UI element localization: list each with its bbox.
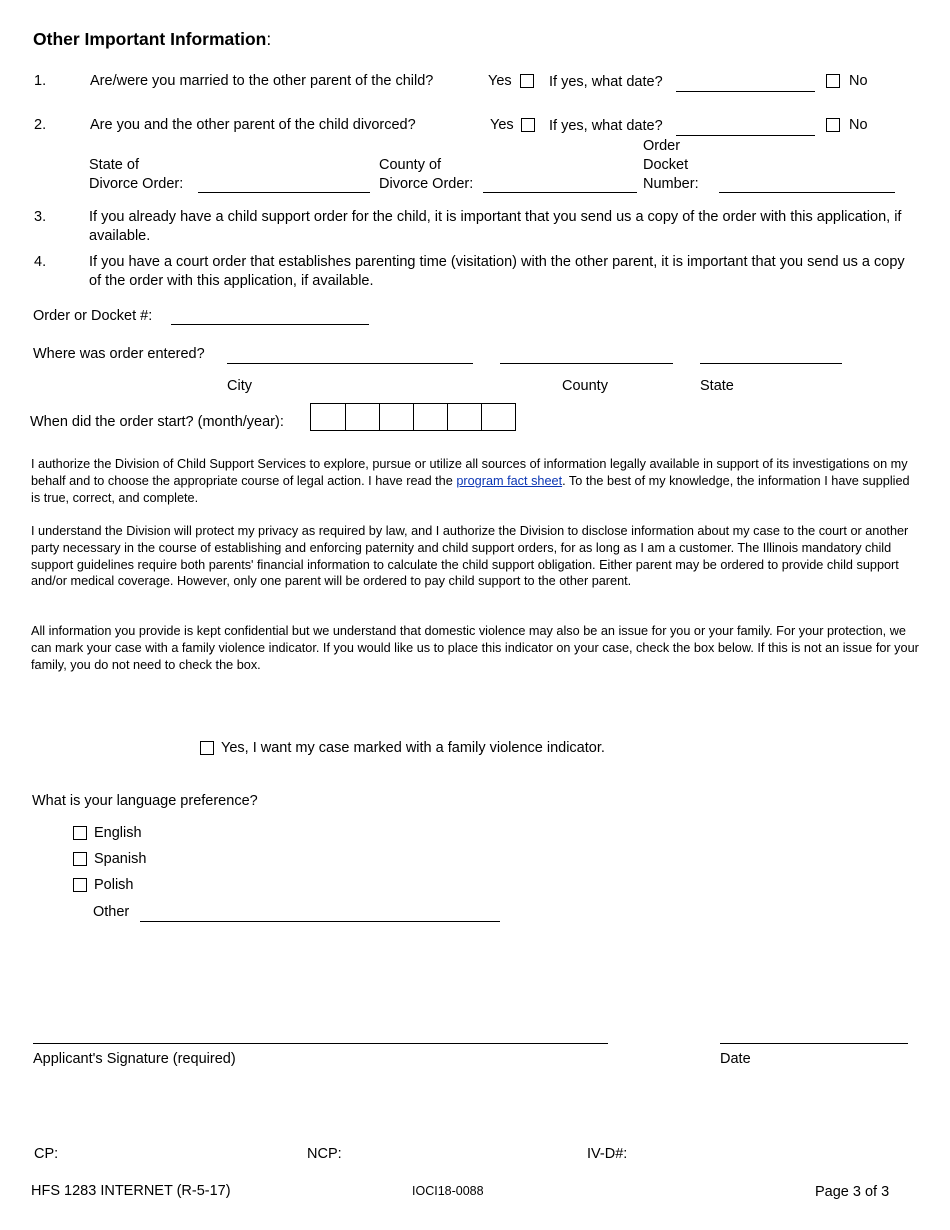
divorce-order-county-label: Divorce Order: xyxy=(379,176,474,192)
ncp-label: NCP: xyxy=(307,1146,342,1162)
date-box-divider xyxy=(379,404,413,430)
section-title-colon: : xyxy=(266,29,272,49)
q1-no-label: No xyxy=(849,73,868,89)
family-violence-label: Yes, I want my case marked with a family violence indicator. xyxy=(221,740,605,756)
page-number: Page 3 of 3 xyxy=(815,1184,890,1200)
divorce-order-state-label: Divorce Order: xyxy=(89,176,184,192)
docket-label: Docket xyxy=(643,157,689,173)
order-label: Order xyxy=(643,138,681,154)
q1-yes-checkbox[interactable] xyxy=(520,74,534,88)
q1-date-field[interactable] xyxy=(676,91,815,92)
number-label: Number: xyxy=(643,176,699,192)
language-polish-label: Polish xyxy=(94,877,134,893)
date-box-divider xyxy=(413,404,447,430)
language-english-checkbox[interactable] xyxy=(73,826,87,840)
q1-yes-label: Yes xyxy=(488,73,512,89)
order-docket-field[interactable] xyxy=(171,324,369,325)
date-line[interactable] xyxy=(720,1043,908,1044)
signature-label: Applicant's Signature (required) xyxy=(33,1051,236,1067)
cp-label: CP: xyxy=(34,1146,59,1162)
q2-number: 2. xyxy=(34,117,47,133)
q4-text: If you have a court order that establishes parenting time (visitation) with the other parent, it is important that you send us a copy of the order with this application, if available. xyxy=(89,254,905,289)
confidentiality-paragraph: All information you provide is kept confidential but we understand that domestic violence may also be an issue for you or your family. For your protection, we can mark your case with a family violence indicator. If you would like us to place this indicator on your case, check the box below. If this is not an issue for your family, you do not need to check the box. xyxy=(31,624,919,672)
county-of-label: County of xyxy=(379,157,442,173)
form-code: IOCI18-0088 xyxy=(412,1184,484,1198)
family-violence-checkbox[interactable] xyxy=(200,741,214,755)
county-label: County xyxy=(562,378,608,394)
q1-number: 1. xyxy=(34,73,47,89)
q4-number: 4. xyxy=(34,254,47,270)
language-other-label: Other xyxy=(93,904,130,920)
q3-text: If you already have a child support order for the child, it is important that you send us a copy of the order with this application, if available. xyxy=(89,209,902,244)
q2-yes-checkbox[interactable] xyxy=(521,118,535,132)
q1-no-checkbox[interactable] xyxy=(826,74,840,88)
q3-number: 3. xyxy=(34,209,47,225)
signature-line[interactable] xyxy=(33,1043,608,1044)
privacy-paragraph: I understand the Division will protect my privacy as required by law, and I authorize the Division to disclose information about my case to the court or another party necessary in the course of establishing and enforcing paternity and child support orders, for as long as I am a customer. The Illinois mandatory child support guidelines require both parents' financial information to calculate the child support obligation. Either parent may be ordered to provide child support and/or medical coverage. However, only one parent will be ordered to pay child support to the other parent. xyxy=(31,524,909,589)
state-label: State xyxy=(700,378,734,394)
section-title-text: Other Important Information xyxy=(33,29,267,49)
q2-no-checkbox[interactable] xyxy=(826,118,840,132)
divorce-docket-field[interactable] xyxy=(719,192,895,193)
order-docket-label: Order or Docket #: xyxy=(33,308,153,324)
language-question: What is your language preference? xyxy=(32,793,258,809)
q2-question: Are you and the other parent of the child divorced? xyxy=(90,117,416,133)
language-polish-checkbox[interactable] xyxy=(73,878,87,892)
divorce-county-field[interactable] xyxy=(483,192,637,193)
order-county-field[interactable] xyxy=(500,363,673,364)
q1-if-yes-label: If yes, what date? xyxy=(549,74,663,90)
language-spanish-label: Spanish xyxy=(94,851,147,867)
order-start-label: When did the order start? (month/year): xyxy=(30,414,284,430)
authorization-paragraph xyxy=(31,456,921,506)
form-id: HFS 1283 INTERNET (R-5-17) xyxy=(31,1183,231,1199)
state-of-label: State of xyxy=(89,157,139,173)
section-title xyxy=(33,29,271,50)
language-english-label: English xyxy=(94,825,142,841)
authorize-text-start: I authorize the Division of Child Support Services to explore, pursue or utilize all sources of information legally available in support of its investigations on my behalf and to choose the appropriate course of legal action. I have read the xyxy=(31,457,908,488)
date-label: Date xyxy=(720,1051,751,1067)
date-box-divider xyxy=(345,404,379,430)
q2-if-yes-label: If yes, what date? xyxy=(549,118,663,134)
authorize-text-end: . To the best of my knowledge, the information I have supplied is true, correct, and complete. xyxy=(31,473,910,505)
date-box-divider xyxy=(481,404,515,430)
order-city-field[interactable] xyxy=(227,363,473,364)
order-state-field[interactable] xyxy=(700,363,842,364)
q2-yes-label: Yes xyxy=(490,117,514,133)
q1-question: Are/were you married to the other parent of the child? xyxy=(90,73,434,89)
q2-date-field[interactable] xyxy=(676,135,815,136)
where-entered-label: Where was order entered? xyxy=(33,346,205,362)
language-spanish-checkbox[interactable] xyxy=(73,852,87,866)
q2-no-label: No xyxy=(849,117,868,133)
language-other-field[interactable] xyxy=(140,921,500,922)
program-fact-sheet-link[interactable]: program fact sheet xyxy=(456,473,563,488)
date-box-divider xyxy=(447,404,481,430)
order-start-date-boxes[interactable] xyxy=(310,403,516,431)
ivd-label: IV-D#: xyxy=(587,1146,628,1162)
divorce-state-field[interactable] xyxy=(198,192,370,193)
city-label: City xyxy=(227,378,252,394)
